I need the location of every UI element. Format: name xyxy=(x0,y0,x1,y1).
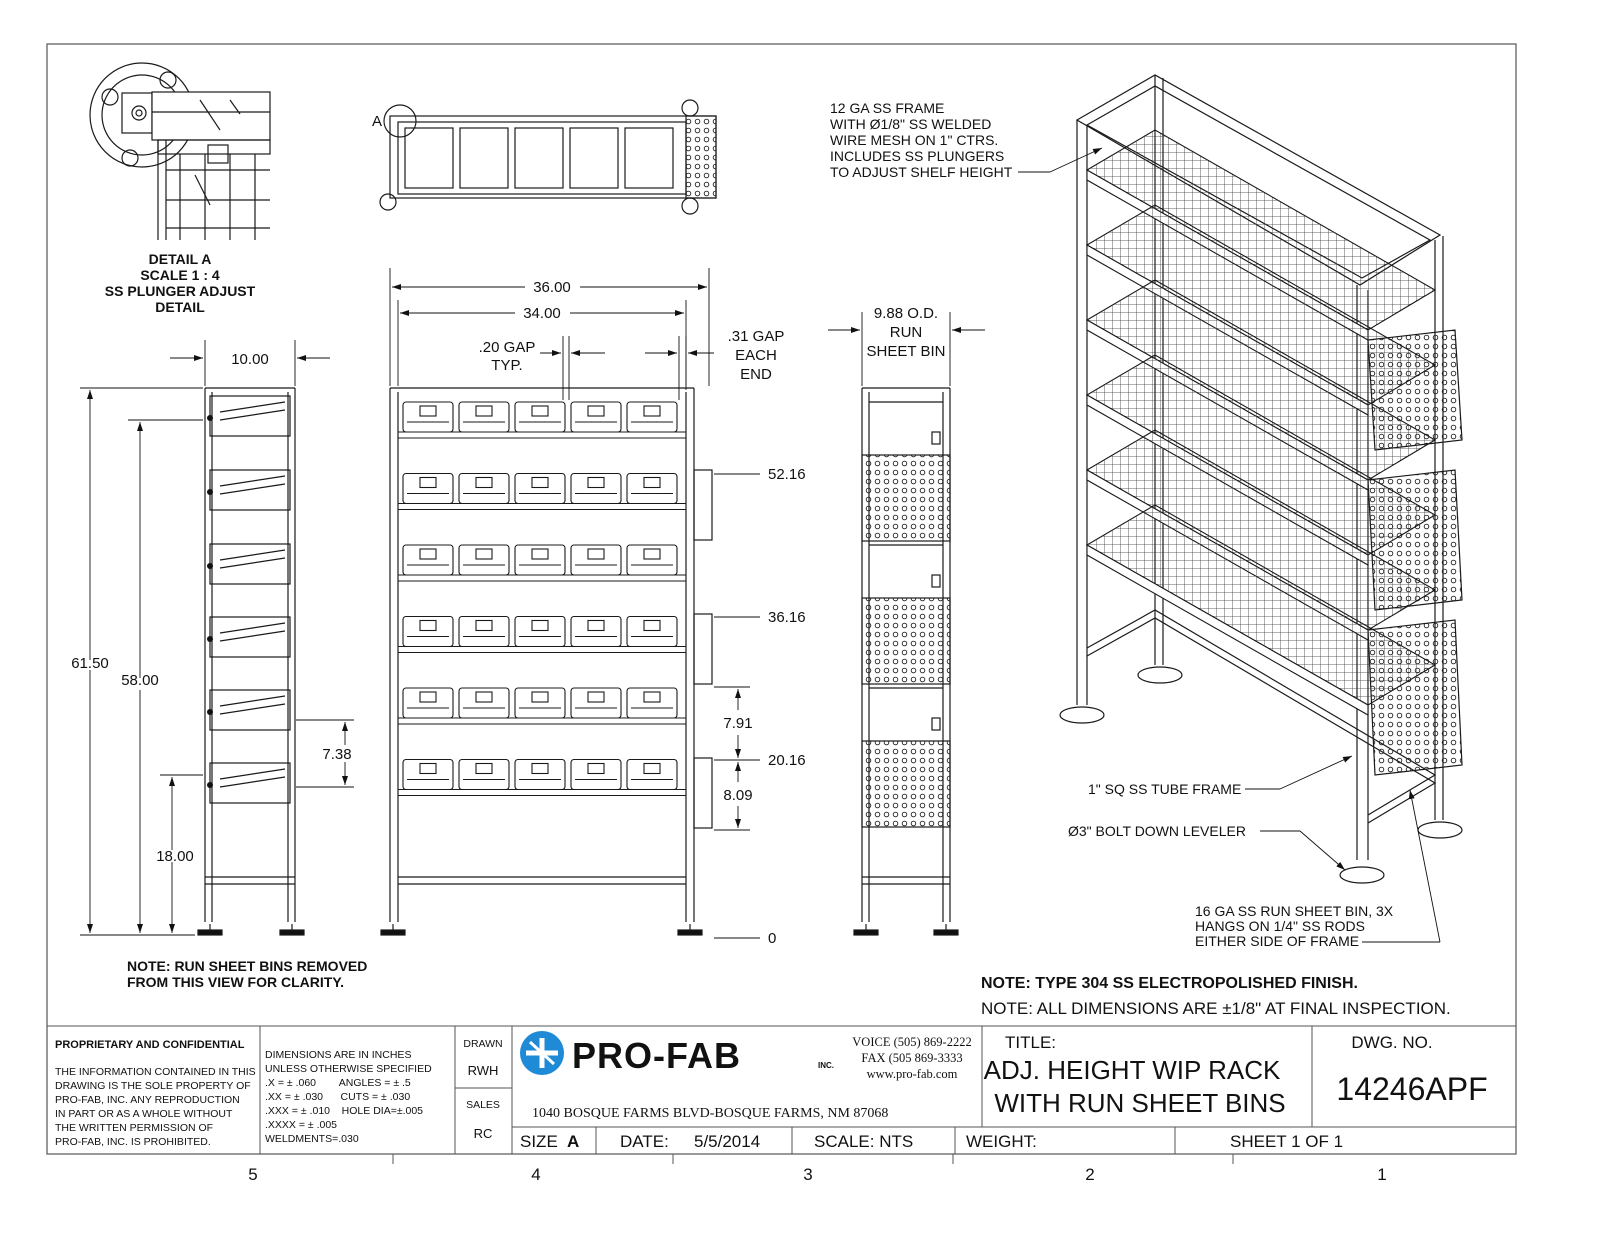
sheet-number: SHEET 1 OF 1 xyxy=(1230,1132,1344,1151)
dim-front-s1: 7.91 xyxy=(723,715,753,732)
tolerance-line-2: UNLESS OTHERWISE SPECIFIED xyxy=(265,1063,432,1075)
front-bin xyxy=(515,545,565,575)
callout-bin-line-3: EITHER SIDE OF FRAME xyxy=(1195,933,1360,949)
front-shelf xyxy=(398,617,686,653)
front-shelf xyxy=(398,688,686,724)
date-label: DATE: xyxy=(620,1132,669,1151)
callout-bin-line-1: 16 GA SS RUN SHEET BIN, 3X xyxy=(1195,903,1394,919)
company-name: PRO-FAB xyxy=(572,1035,741,1076)
front-bin xyxy=(571,545,621,575)
dim-front-h3: 20.16 xyxy=(768,752,806,769)
tolerance-line-7: WELDMENTS=.030 xyxy=(265,1133,359,1145)
tolerance-line-1: DIMENSIONS ARE IN INCHES xyxy=(265,1049,412,1061)
front-bin xyxy=(627,545,677,575)
note-finish: NOTE: TYPE 304 SS ELECTROPOLISHED FINISH. xyxy=(981,975,1358,992)
front-bin xyxy=(571,402,621,432)
front-bin xyxy=(403,760,453,790)
dim-front-end-gap-each: EACH xyxy=(735,347,777,364)
drawing-title-line-1: ADJ. HEIGHT WIP RACK xyxy=(983,1055,1281,1085)
detail-a-scale: SCALE 1 : 4 xyxy=(140,267,220,283)
front-shelf xyxy=(398,760,686,796)
callout-tube-frame: 1" SQ SS TUBE FRAME xyxy=(1088,781,1242,797)
callout-bin-line-2: HANGS ON 1/4" SS RODS xyxy=(1195,918,1365,934)
zone-3: 3 xyxy=(803,1165,813,1184)
proprietary-line-5: THE WRITTEN PERMISSION OF xyxy=(55,1122,214,1134)
proprietary-line-4: IN PART OR AS A WHOLE WITHOUT xyxy=(55,1108,233,1120)
sales-value: RC xyxy=(473,1126,493,1141)
zone-2: 2 xyxy=(1085,1165,1095,1184)
company-web: www.pro-fab.com xyxy=(866,1067,958,1081)
dim-side-width: 10.00 xyxy=(231,351,269,368)
dim-front-h2: 36.16 xyxy=(768,609,806,626)
side-view-dimensions xyxy=(80,340,354,935)
side-view-note-line-1: NOTE: RUN SHEET BINS REMOVED xyxy=(127,958,368,974)
proprietary-line-1: THE INFORMATION CONTAINED IN THIS xyxy=(55,1066,256,1078)
front-bin xyxy=(459,688,509,718)
proprietary-line-2: DRAWING IS THE SOLE PROPERTY OF xyxy=(55,1080,251,1092)
callout-frame-line-4: INCLUDES SS PLUNGERS xyxy=(830,148,1005,164)
dim-front-s2: 8.09 xyxy=(723,787,753,804)
tolerance-line-3: .X = ± .060 ANGLES = ± .5 xyxy=(265,1077,411,1089)
detail-a-desc: SS PLUNGER ADJUST xyxy=(104,283,256,299)
front-view-dimensions xyxy=(390,268,760,938)
front-bin xyxy=(403,402,453,432)
sales-label: SALES xyxy=(466,1099,500,1111)
front-shelves xyxy=(398,402,686,796)
bin-view xyxy=(854,388,958,935)
front-shelf xyxy=(398,474,686,510)
front-bin xyxy=(459,760,509,790)
proprietary-line-6: PRO-FAB, INC. IS PROHIBITED. xyxy=(55,1136,211,1148)
dim-bin-run: RUN xyxy=(889,324,923,341)
date-value: 5/5/2014 xyxy=(694,1132,761,1151)
callout-frame-line-2: WITH Ø1/8" SS WELDED xyxy=(830,116,992,132)
dim-side-inner: 58.00 xyxy=(121,672,159,689)
front-bin xyxy=(403,617,453,647)
front-bin xyxy=(515,617,565,647)
drawn-label: DRAWN xyxy=(463,1038,503,1050)
front-bin xyxy=(627,760,677,790)
front-bin xyxy=(515,402,565,432)
tolerance-line-4: .XX = ± .030 CUTS = ± .030 xyxy=(265,1091,411,1103)
front-bin xyxy=(403,688,453,718)
size-value: A xyxy=(567,1132,580,1151)
detail-a-caption xyxy=(105,251,256,315)
dim-side-bottom: 18.00 xyxy=(156,848,194,865)
zone-5: 5 xyxy=(248,1165,258,1184)
front-bin xyxy=(571,617,621,647)
front-bin xyxy=(571,474,621,504)
dim-front-end-gap: .31 GAP xyxy=(727,328,785,345)
dwg-no-label: DWG. NO. xyxy=(1351,1033,1433,1052)
front-bin xyxy=(403,474,453,504)
callout-frame-line-5: TO ADJUST SHELF HEIGHT xyxy=(830,164,1013,180)
detail-a-desc-2: DETAIL xyxy=(155,299,205,315)
front-bin xyxy=(627,617,677,647)
note-tolerance: NOTE: ALL DIMENSIONS ARE ±1/8" AT FINAL INSPECTION. xyxy=(981,999,1451,1018)
front-view xyxy=(381,388,712,935)
top-view-label-a: A xyxy=(372,113,383,130)
front-bin xyxy=(459,402,509,432)
front-shelf xyxy=(398,545,686,581)
front-bin xyxy=(571,688,621,718)
tolerance-line-6: .XXXX = ± .005 xyxy=(265,1119,338,1131)
side-view-note-line-2: FROM THIS VIEW FOR CLARITY. xyxy=(127,974,344,990)
dim-front-gap: .20 GAP xyxy=(478,339,536,356)
dim-side-overall: 61.50 xyxy=(71,655,109,672)
company-voice: VOICE (505) 869-2222 xyxy=(852,1035,972,1049)
title-label: TITLE: xyxy=(1005,1033,1057,1052)
dim-side-bin-gap: 7.38 xyxy=(322,746,352,763)
front-bin xyxy=(459,474,509,504)
proprietary-title: PROPRIETARY AND CONFIDENTIAL xyxy=(55,1039,245,1051)
dim-front-h0: 0 xyxy=(768,930,777,947)
front-bin xyxy=(515,474,565,504)
side-view xyxy=(198,388,304,935)
dim-front-gap-typ: TYP. xyxy=(491,357,523,374)
callout-leveler: Ø3" BOLT DOWN LEVELER xyxy=(1068,823,1246,839)
zone-4: 4 xyxy=(531,1165,541,1184)
company-suffix: INC. xyxy=(818,1061,834,1070)
dim-bin-sheet-bin: SHEET BIN xyxy=(866,343,946,360)
front-bin xyxy=(459,545,509,575)
dwg-no-value: 14246APF xyxy=(1336,1071,1488,1107)
zone-1: 1 xyxy=(1377,1165,1387,1184)
dim-front-h1: 52.16 xyxy=(768,466,806,483)
front-bin xyxy=(627,402,677,432)
callout-frame-line-3: WIRE MESH ON 1" CTRS. xyxy=(830,132,999,148)
front-bin xyxy=(515,688,565,718)
dim-bin-width: 9.88 O.D. xyxy=(873,305,939,322)
front-shelf xyxy=(398,402,686,438)
company-fax: FAX (505 869-3333 xyxy=(861,1051,963,1065)
drawn-value: RWH xyxy=(467,1063,499,1078)
dim-front-end-gap-end: END xyxy=(740,366,772,383)
detail-a-title: DETAIL A xyxy=(148,251,212,267)
size-label: SIZE xyxy=(520,1132,558,1151)
front-bin xyxy=(627,474,677,504)
top-view xyxy=(380,100,716,214)
front-bin xyxy=(571,760,621,790)
front-bin xyxy=(515,760,565,790)
proprietary-line-3: PRO-FAB, INC. ANY REPRODUCTION xyxy=(55,1094,240,1106)
pro-fab-logo-icon xyxy=(520,1031,564,1075)
company-address: 1040 BOSQUE FARMS BLVD-BOSQUE FARMS, NM 87068 xyxy=(532,1106,889,1121)
tolerance-line-5: .XXX = ± .010 HOLE DIA=±.005 xyxy=(265,1105,424,1117)
weight-label: WEIGHT: xyxy=(966,1132,1037,1151)
scale-value: SCALE: NTS xyxy=(814,1132,914,1151)
front-bin xyxy=(459,617,509,647)
zone-ticks xyxy=(393,1154,1233,1164)
detail-a-view xyxy=(90,63,270,240)
front-bin xyxy=(403,545,453,575)
dim-front-overall-width: 36.00 xyxy=(533,279,571,296)
drawing-title-line-2: WITH RUN SHEET BINS xyxy=(994,1088,1286,1118)
callout-frame-line-1: 12 GA SS FRAME xyxy=(830,100,945,116)
front-bin xyxy=(627,688,677,718)
dim-front-inner-width: 34.00 xyxy=(523,305,561,322)
